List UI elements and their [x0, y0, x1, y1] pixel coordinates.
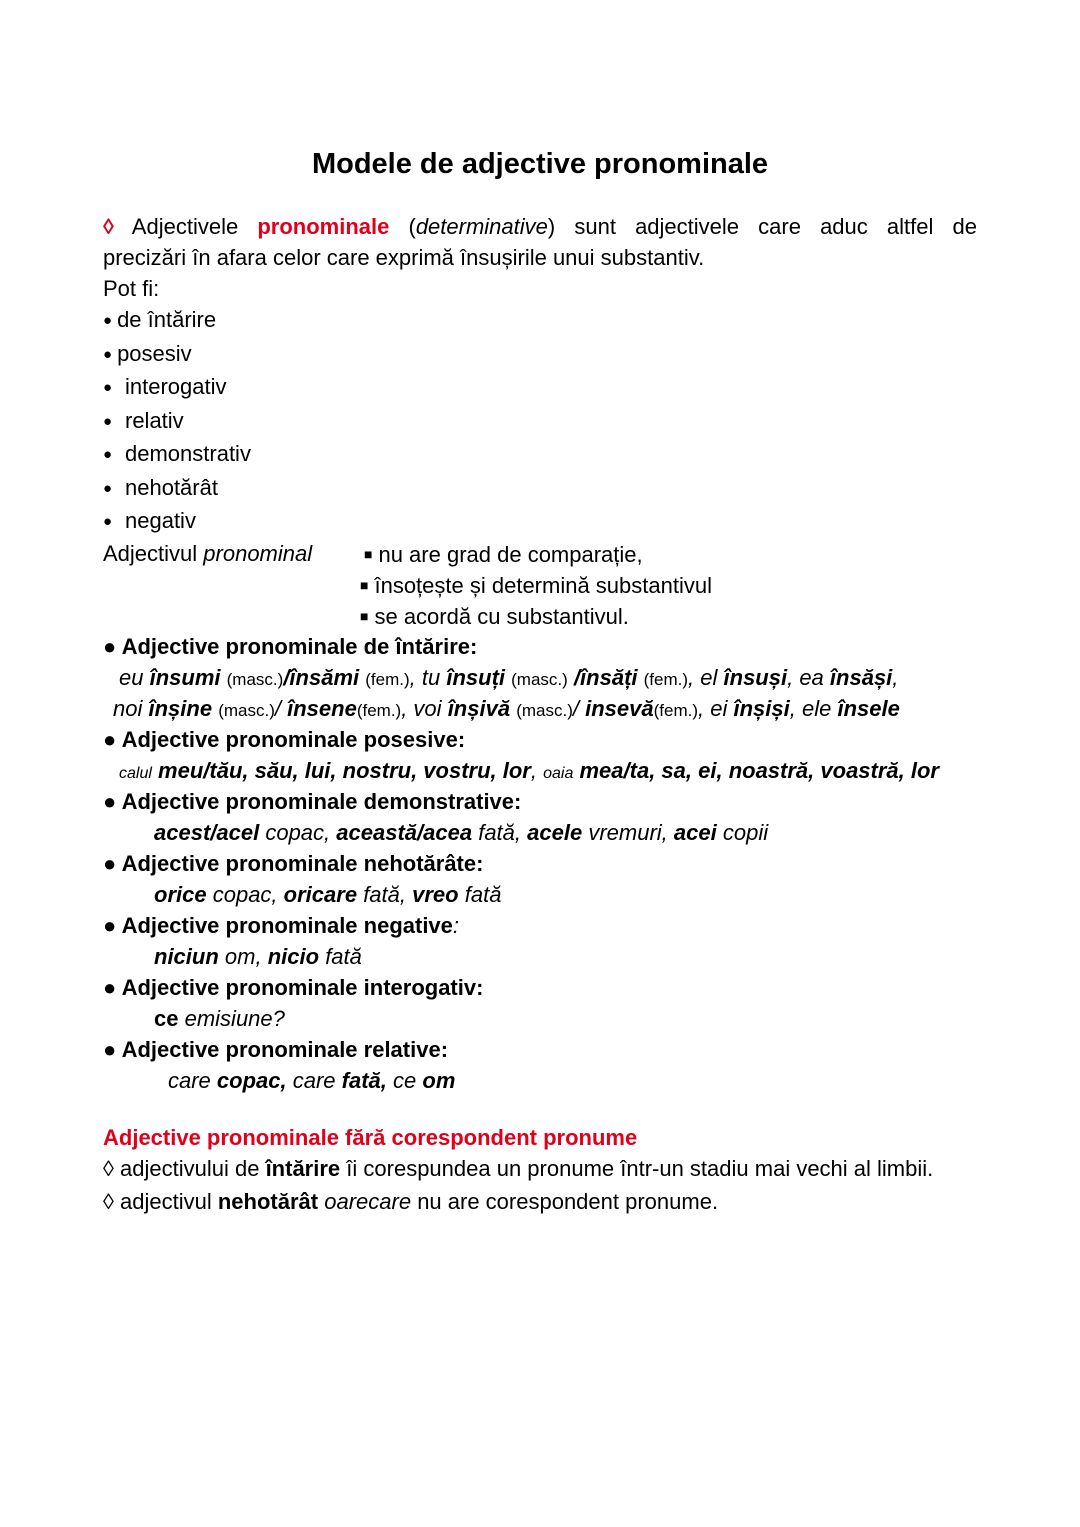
bullet-icon: ●	[103, 446, 113, 463]
diamond-icon: ◊	[103, 214, 114, 239]
features-label: Adjectivul pronominal	[103, 541, 313, 566]
examples-negative: niciun om, nicio fată	[154, 944, 362, 969]
bullet-icon: ●	[103, 413, 113, 430]
square-bullet-icon: ■	[364, 546, 373, 562]
square-bullet-icon: ■	[360, 577, 369, 593]
section-heading-intarire: ● Adjective pronominale de întărire:	[103, 634, 478, 659]
bullet-icon: ●	[103, 1037, 117, 1062]
bullet-icon: ●	[103, 913, 117, 938]
fara-corespondent-heading: Adjective pronominale fără corespondent pronume	[103, 1125, 638, 1150]
type-item: ● nehotărât	[103, 475, 218, 500]
bullet-icon: ●	[103, 634, 117, 659]
diamond-outline-icon: ◊	[103, 1189, 114, 1214]
intro-line-1: ◊ Adjectivele pronominale (determinative) sunt adjectivele care aduc altfel de	[103, 214, 977, 239]
bullet-icon: ●	[103, 346, 113, 363]
feature-item: ■ nu are grad de comparație,	[364, 542, 643, 567]
highlight-pronominale: pronominale	[257, 214, 390, 239]
examples-intarire-1: eu însumi (masc.)/însămi (fem.), tu însuți (masc.) /însăți (fem.), el însuși, ea însăși,	[119, 665, 899, 690]
type-item: ● de întărire	[103, 307, 217, 332]
section-heading-posesive: ● Adjective pronominale posesive:	[103, 727, 466, 752]
type-item: ● relativ	[103, 408, 184, 433]
section-heading-relative: ● Adjective pronominale relative:	[103, 1037, 449, 1062]
square-bullet-icon: ■	[360, 608, 369, 624]
examples-interogativ: ce emisiune?	[154, 1006, 285, 1031]
bullet-icon: ●	[103, 789, 117, 814]
bullet-icon: ●	[103, 312, 113, 329]
feature-item: ■ însoțește și determină substantivul	[360, 573, 712, 598]
diamond-outline-icon: ◊	[103, 1156, 114, 1181]
type-item: ● posesiv	[103, 341, 192, 366]
feature-item: ■ se acordă cu substantivul.	[360, 604, 629, 629]
section-heading-negative: ● Adjective pronominale negative:	[103, 913, 460, 938]
fara-note-1: ◊ adjectivului de întărire îi corespundea un pronume într-un stadiu mai vechi al limbii.	[103, 1156, 934, 1181]
examples-demonstrative: acest/acel copac, această/acea fată, acele vremuri, acei copii	[154, 820, 769, 845]
page-title: Modele de adjective pronominale	[311, 148, 769, 180]
bullet-icon: ●	[103, 851, 117, 876]
bullet-icon: ●	[103, 975, 117, 1000]
bullet-icon: ●	[103, 480, 113, 497]
intro-line-2: precizări în afara celor care exprimă însușirile unui substantiv.	[103, 245, 705, 270]
fara-note-2: ◊ adjectivul nehotărât oarecare nu are corespondent pronume.	[103, 1189, 719, 1214]
section-heading-interogativ: ● Adjective pronominale interogativ:	[103, 975, 484, 1000]
pot-fi-label: Pot fi:	[103, 276, 160, 301]
type-item: ● interogativ	[103, 374, 227, 399]
examples-posesive: calul meu/tău, său, lui, nostru, vostru, lor, oaia mea/ta, sa, ei, noastră, voastră, lor	[119, 758, 939, 783]
section-heading-nehotarate: ● Adjective pronominale nehotărâte:	[103, 851, 484, 876]
type-item: ● demonstrativ	[103, 441, 251, 466]
examples-intarire-2: noi înșine (masc.)/ însene(fem.), voi înșivă (masc.)/ insevă(fem.), ei înșiși, ele însele	[113, 696, 900, 721]
bullet-icon: ●	[103, 379, 113, 396]
bullet-icon: ●	[103, 513, 113, 530]
bullet-icon: ●	[103, 727, 117, 752]
examples-nehotarate: orice copac, oricare fată, vreo fată	[154, 882, 502, 907]
examples-relative: care copac, care fată, ce om	[168, 1068, 456, 1093]
section-heading-demonstrative: ● Adjective pronominale demonstrative:	[103, 789, 522, 814]
type-item: ● negativ	[103, 508, 196, 533]
